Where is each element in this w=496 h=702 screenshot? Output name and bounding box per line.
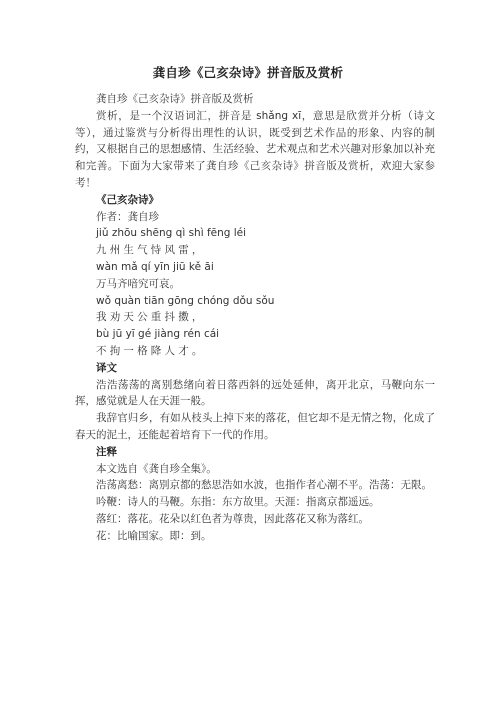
poem-line-3: 我劝天公重抖擞， [96,311,206,324]
intro-paragraph: 赏析，是一个汉语词汇，拼音是 shǎng xī，意思是欣赏并分析（诗文等），通过鉴赏与分析得出理性的认识，既受到艺术作品的形象、内容的制约，又根据自己的思想感情、生活经验、艺术观点和艺术兴趣对形象加以补充和完善。下面为大家带来了龚自珍《己亥杂诗》拼音版及赏析，欢迎大家参考！ [75,109,435,189]
translation-paragraph-2: 我辞官归乡，有如从枝头上掉下来的落花，但它却不是无情之物，化成了春天的泥土，还能起着培育下一代的作用。 [75,412,435,441]
note-5: 花：比喻国家。即：到。 [96,529,212,542]
note-1: 本文选自《龚自珍全集》。 [96,462,217,475]
pinyin-line-1: jiǔ zhōu shēng qì shì fēng léi [96,227,247,240]
poem-line-2: 万马齐喑究可哀。 [96,277,180,290]
translation-heading: 译文 [96,361,117,374]
translation-paragraph-1: 浩浩荡荡的离别愁绪向着日落西斜的远处延伸，离开北京，马鞭向东一挥，感觉就是人在天涯一般。 [75,378,435,408]
note-4: 落红：落花。花朵以红色者为尊贵，因此落花又称为落红。 [96,512,369,525]
document-title: 龚自珍《己亥杂诗》拼音版及赏析 [152,65,344,80]
poem-line-4: 不拘一格降人才。 [96,344,206,357]
pinyin-line-3: wǒ quàn tiān gōng chóng dǒu sǒu [96,294,275,307]
intro-heading: 龚自珍《己亥杂诗》拼音版及赏析 [96,93,254,105]
pinyin-line-2: wàn mǎ qí yīn jiū kě āi [96,260,214,273]
poem-title: 《己亥杂诗》 [96,193,159,206]
poem-author: 作者：龚自珍 [96,210,159,223]
note-2: 浩荡离愁：离别京都的愁思浩如水波，也指作者心潮不平。浩荡：无限。 [96,479,432,492]
poem-line-1: 九州生气恃风雷， [96,244,206,257]
pinyin-line-4: bù jū yī gé jiàng rén cái [96,328,220,341]
note-3: 吟鞭：诗人的马鞭。东指：东方故里。天涯：指离京都遥远。 [96,496,380,509]
document-body [75,91,435,545]
notes-heading: 注释 [96,445,117,458]
